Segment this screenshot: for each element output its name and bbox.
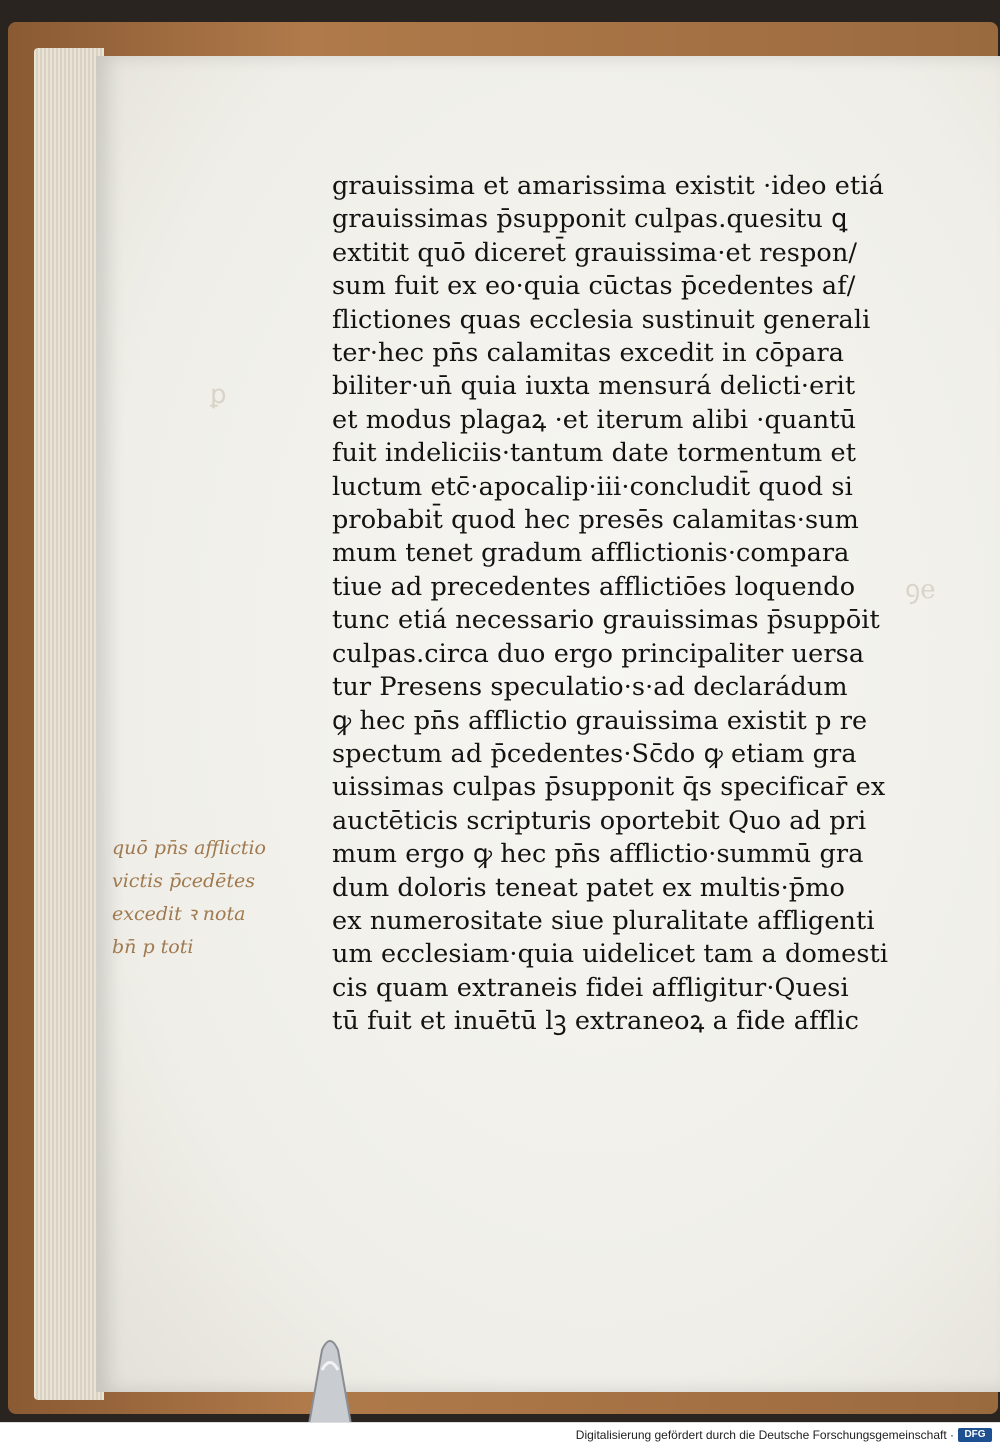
page-weight-clip-icon <box>300 1330 360 1430</box>
text-line: tiue ad precedentes afflictiōes loquendo <box>332 571 856 602</box>
handwritten-margin-note <box>112 832 322 964</box>
text-line: grauissima et amarissima existit ·ideo etiá <box>332 171 884 201</box>
text-line: mum tenet gradum afflictionis·compara <box>332 538 850 569</box>
text-line: ter·hec pn̄s calamitas excedit in cōpara <box>332 338 845 369</box>
text-line: luctum etc̄·apocalip·iii·concludit̄ quod si <box>332 471 853 502</box>
text-line: sum fuit ex eo·quia cūctas p̄cedentes af/ <box>332 271 856 302</box>
margin-note-line: victis p̄cedētes <box>112 870 256 892</box>
footer-credit: Digitalisierung gefördert durch die Deutsche Forschungsgemeinschaft · <box>575 1428 954 1442</box>
text-line: grauissimas p̄supponit culpas.quesitu ꝗ <box>332 204 848 235</box>
text-line: tur Presens speculatio·s·ad declarádum <box>332 672 848 703</box>
bleed-through: ꝑ <box>210 380 227 410</box>
digitization-footer <box>0 1422 1000 1448</box>
margin-note-line: quō pn̄s afflictio <box>112 837 266 859</box>
text-line: ex numerositate siue pluralitate affligenti <box>332 905 875 936</box>
text-line: et modus plagaꝝ ·et iterum alibi ·quantū <box>332 404 857 435</box>
text-line: dum doloris teneat patet ex multis·p̄mo <box>332 872 845 903</box>
margin-note-line: excedit ꝛ nota <box>112 903 246 925</box>
text-line: ꝙ hec pn̄s afflictio grauissima existit p re <box>332 705 868 736</box>
margin-note-line: bn̄ p toti <box>112 936 194 958</box>
text-line: extitit quō diceret̄ grauissima·et respon/ <box>332 237 858 268</box>
text-line: probabit̄ quod hec presēs calamitas·sum <box>332 505 859 536</box>
text-line: um ecclesiam·quia uidelicet tam a domesti <box>332 939 889 970</box>
text-line: tū fuit et inuētū lꝫ extraneoꝝ a fide afflic <box>332 1006 860 1037</box>
text-line: cis quam extraneis fidei affligitur·Quesi <box>332 972 849 1003</box>
bleed-through: ꝯe <box>905 575 936 605</box>
text-line: flictiones quas ecclesia sustinuit generali <box>332 304 871 335</box>
text-line: fuit indeliciis·tantum date tormentum et <box>332 438 857 469</box>
main-text-block <box>332 170 892 1039</box>
dfg-logo: DFG <box>958 1428 992 1442</box>
text-line: spectum ad p̄cedentes·Sc̄do ꝙ etiam gra <box>332 738 857 769</box>
page-edges <box>34 48 104 1400</box>
text-line: tunc etiá necessario grauissimas p̄suppōit <box>332 605 880 636</box>
text-line: auctēticis scripturis oportebit Quo ad pri <box>332 805 867 836</box>
text-line: uissimas culpas p̄supponit q̄s specificar̄ ex <box>332 772 886 803</box>
text-line: biliter·un̄ quia iuxta mensurá delicti·erit <box>332 371 856 402</box>
text-line: mum ergo ꝙ hec pn̄s afflictio·summū gra <box>332 839 864 870</box>
text-line: culpas.circa duo ergo principaliter uersa <box>332 638 865 669</box>
